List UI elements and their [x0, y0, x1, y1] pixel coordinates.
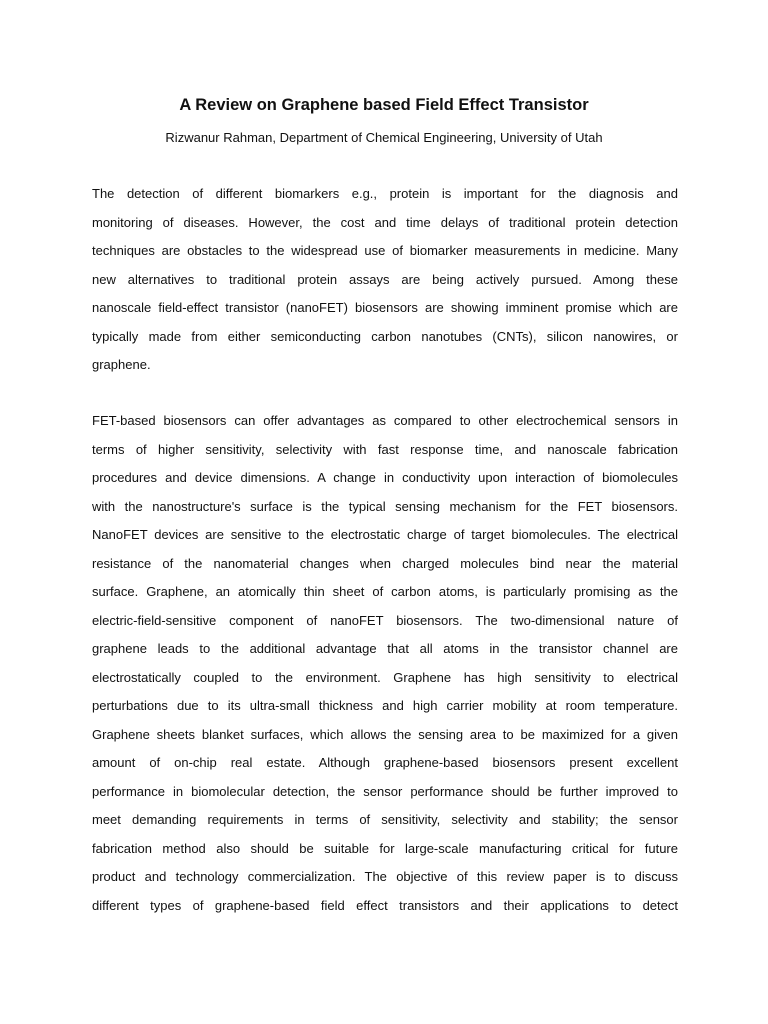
paragraph-line: NanoFET devices are sensitive to the electrostatic charge of target biomolecules. The electrical	[92, 527, 678, 542]
paragraph-1	[92, 185, 678, 385]
paragraph-line: new alternatives to traditional protein assays are being actively pursued. Among these	[92, 271, 678, 287]
paragraph-line: typically made from either semiconducting carbon nanotubes (CNTs), silicon nanowires, or	[92, 328, 678, 344]
paragraph-line: nanoscale field-effect transistor (nanoFET) biosensors are showing imminent promise which are	[92, 300, 678, 315]
paragraph-line: perturbations due to its ultra-small thickness and high carrier mobility at room temperature.	[92, 698, 678, 713]
paragraph-line: FET-based biosensors can offer advantages as compared to other electrochemical sensors in	[92, 413, 678, 428]
paragraph-line: terms of higher sensitivity, selectivity with fast response time, and nanoscale fabrication	[92, 441, 678, 457]
paragraph-line: electrostatically coupled to the environment. Graphene has high sensitivity to electrical	[92, 669, 678, 685]
paragraph-line: resistance of the nanomaterial changes when charged molecules bind near the material	[92, 555, 678, 571]
paragraph-line: surface. Graphene, an atomically thin sheet of carbon atoms, is particularly promising as the	[92, 584, 678, 599]
author-affiliation: Rizwanur Rahman, Department of Chemical Engineering, University of Utah	[165, 130, 603, 145]
paragraph-line: fabrication method also should be suitable for large-scale manufacturing critical for future	[92, 840, 678, 856]
paragraph-line: electric-field-sensitive component of nanoFET biosensors. The two-dimensional nature of	[92, 612, 678, 628]
paragraph-line: techniques are obstacles to the widespread use of biomarker measurements in medicine. Many	[92, 243, 678, 258]
paragraph-line: performance in biomolecular detection, the sensor performance should be further improved to	[92, 783, 678, 799]
paper-title: A Review on Graphene based Field Effect Transistor	[179, 96, 589, 114]
paragraph-2	[92, 412, 678, 925]
paragraph-line: meet demanding requirements in terms of sensitivity, selectivity and stability; the sensor	[92, 812, 678, 827]
paragraph-line: product and technology commercialization. The objective of this review paper is to discuss	[92, 869, 678, 884]
paragraph-line: procedures and device dimensions. A change in conductivity upon interaction of biomolecules	[92, 470, 678, 485]
paragraph-line: The detection of different biomarkers e.g., protein is important for the diagnosis and	[92, 186, 678, 201]
paragraph-line: different types of graphene-based field effect transistors and their applications to detect	[92, 897, 678, 913]
paragraph-line: monitoring of diseases. However, the cost and time delays of traditional protein detection	[92, 214, 678, 230]
paragraph-line: Graphene sheets blanket surfaces, which allows the sensing area to be maximized for a given	[92, 726, 678, 742]
paragraph-line: graphene leads to the additional advantage that all atoms in the transistor channel are	[92, 641, 678, 656]
paragraph-line: graphene.	[92, 357, 151, 372]
paragraph-line: with the nanostructure's surface is the typical sensing mechanism for the FET biosensors.	[92, 498, 678, 514]
paragraph-line: amount of on-chip real estate. Although graphene-based biosensors present excellent	[92, 755, 678, 770]
